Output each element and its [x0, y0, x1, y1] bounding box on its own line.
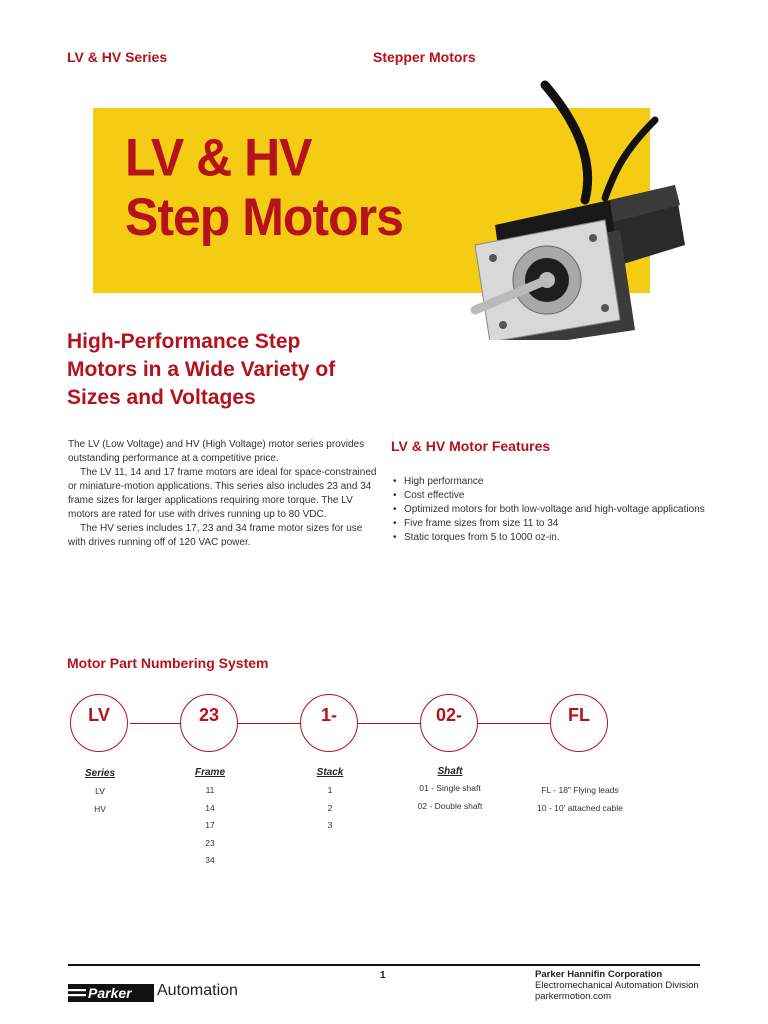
- frame-value: 11: [205, 785, 215, 795]
- frame-circle: [180, 694, 238, 752]
- part-numbering-title: Motor Part Numbering System: [67, 655, 269, 671]
- stack-value: 1: [327, 785, 333, 795]
- features-title: LV & HV Motor Features: [391, 438, 551, 454]
- website-link[interactable]: parkermotion.com: [535, 991, 612, 1002]
- shaft-code: 02-: [435, 705, 462, 725]
- corporate-info: [535, 969, 699, 1002]
- feature-item: • Cost effective: [393, 489, 713, 503]
- frame-value: 14: [205, 802, 215, 813]
- feature-item: • Five frame sizes from size 11 to 34: [393, 517, 713, 531]
- stack-code: 1-: [320, 705, 337, 725]
- intro-paragraph-2: The LV 11, 14 and 17 frame motors are ideal for space-constrained or miniature-motion applications. This series also includes 23 and 34 frame sizes for larger applications requiring more torque. The LV motors are rated for use with drives running up to 80 VDC.: [68, 467, 377, 520]
- headline-line-3: Sizes and Voltages: [67, 386, 256, 409]
- headline-line-1: High-Performance Step: [67, 330, 301, 353]
- feature-item: • Static torques from 5 to 1000 oz-in.: [393, 531, 713, 545]
- stack-value: 2: [327, 802, 333, 813]
- shaft-value: 01 - Single shaft: [419, 783, 481, 793]
- feature-item: • High performance: [393, 475, 713, 489]
- frame-value: 23: [205, 837, 215, 848]
- feature-item: • Optimized motors for both low-voltage and high-voltage applications: [393, 503, 713, 517]
- stack-value: 3: [327, 820, 333, 830]
- stack-column: [300, 767, 360, 835]
- series-value: HV: [94, 803, 106, 814]
- leads-value: 10 - 10' attached cable: [537, 802, 623, 813]
- banner-title: [125, 128, 403, 247]
- footer-rule: [68, 964, 700, 966]
- shaft-value: 02 - Double shaft: [417, 800, 483, 811]
- series-circle: [70, 694, 128, 752]
- intro-paragraph-1: The LV (Low Voltage) and HV (High Voltage) motor series provides outstanding performance at a competitive price.: [68, 439, 365, 464]
- automation-label: Automation: [157, 982, 238, 999]
- frame-value: 34: [205, 855, 215, 865]
- shaft-column-title: Shaft: [437, 766, 463, 777]
- stack-circle: [300, 694, 358, 752]
- intro-text: [68, 438, 380, 550]
- frame-column: [180, 767, 240, 870]
- intro-paragraph-3: The HV series includes 17, 23 and 34 frame motor sizes for use with drives running off of 120 VAC power.: [68, 523, 363, 548]
- page-number: 1: [380, 970, 386, 981]
- leads-column: [519, 782, 641, 817]
- corporation-name: Parker Hannifin Corporation: [535, 969, 663, 980]
- parker-logo: [68, 983, 154, 1003]
- stack-column-title: Stack: [316, 767, 344, 778]
- shaft-circle: [420, 694, 478, 752]
- frame-column-title: Frame: [194, 767, 225, 778]
- banner-line-2: Step Motors: [125, 187, 403, 247]
- parker-logo-text: Parker: [88, 985, 132, 1001]
- leads-circle: [550, 694, 608, 752]
- shaft-column: [400, 766, 500, 815]
- frame-code: 23: [198, 705, 220, 725]
- series-column: [70, 768, 130, 818]
- page-headline: [67, 328, 335, 412]
- series-column-title: Series: [84, 768, 116, 779]
- series-value: LV: [95, 786, 105, 796]
- stepper-motor-image: [455, 80, 695, 340]
- division-name: Electromechanical Automation Division: [535, 980, 699, 991]
- category-header: Stepper Motors: [373, 49, 476, 65]
- features-list: [393, 475, 713, 545]
- series-header: LV & HV Series: [67, 49, 168, 65]
- leads-code: FL: [568, 705, 590, 725]
- leads-value: FL - 18" Flying leads: [541, 785, 619, 795]
- headline-line-2: Motors in a Wide Variety of: [67, 358, 336, 381]
- frame-value: 17: [205, 820, 215, 830]
- banner-line-1: LV & HV: [125, 128, 312, 188]
- series-code: LV: [88, 705, 110, 725]
